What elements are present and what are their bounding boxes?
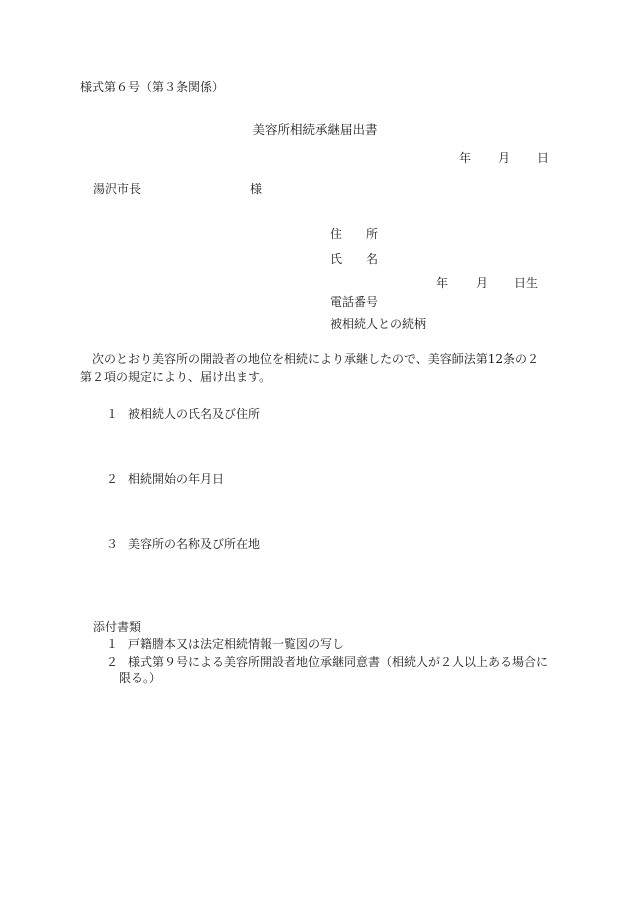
attachment-text: 様式第９号による美容所開設者地位承継同意書（相続人が２人以上ある場合に	[128, 655, 549, 669]
attachment-text-continuation: 限る。）	[119, 671, 162, 685]
birth-month-label: 月	[476, 276, 489, 290]
declaration-text: 次のとおり美容所の開設者の地位を相続により承継したので、美容師法第12条の２第２項の規定により、届け出ます。	[80, 352, 540, 384]
applicant-relation-label: 被相続人との続柄	[330, 317, 427, 331]
date-year-label: 年	[459, 151, 472, 165]
date-day-label: 日	[537, 151, 550, 165]
addressee-name: 湯沢市長	[93, 182, 142, 196]
submission-date	[459, 150, 549, 166]
attachment-number: ２	[106, 655, 119, 669]
item-number: １	[106, 407, 119, 421]
list-item	[106, 471, 224, 487]
birth-year-label: 年	[436, 276, 449, 290]
applicant-birthdate	[436, 275, 538, 291]
item-number: ３	[106, 537, 119, 551]
form-number: 様式第６号（第３条関係）	[80, 80, 225, 94]
addressee-honorific: 様	[250, 182, 263, 196]
item-label: 美容所の名称及び所在地	[128, 537, 261, 551]
attachment-number: １	[106, 637, 119, 651]
birth-day-label: 日生	[514, 276, 539, 290]
applicant-name-label: 氏 名	[330, 252, 379, 266]
list-item	[106, 536, 260, 552]
applicant-address-label: 住 所	[330, 227, 379, 241]
date-month-label: 月	[498, 151, 511, 165]
list-item	[106, 406, 260, 422]
attachment-item	[106, 636, 344, 652]
item-number: ２	[106, 472, 119, 486]
attachment-text: 戸籍謄本又は法定相続情報一覧図の写し	[128, 637, 345, 651]
attachments-heading: 添付書類	[93, 620, 142, 634]
document-title: 美容所相続承継届出書	[252, 122, 378, 137]
applicant-phone-label: 電話番号	[330, 295, 379, 309]
item-label: 相続開始の年月日	[128, 472, 225, 486]
item-label: 被相続人の氏名及び住所	[128, 407, 261, 421]
attachment-item	[106, 654, 548, 670]
